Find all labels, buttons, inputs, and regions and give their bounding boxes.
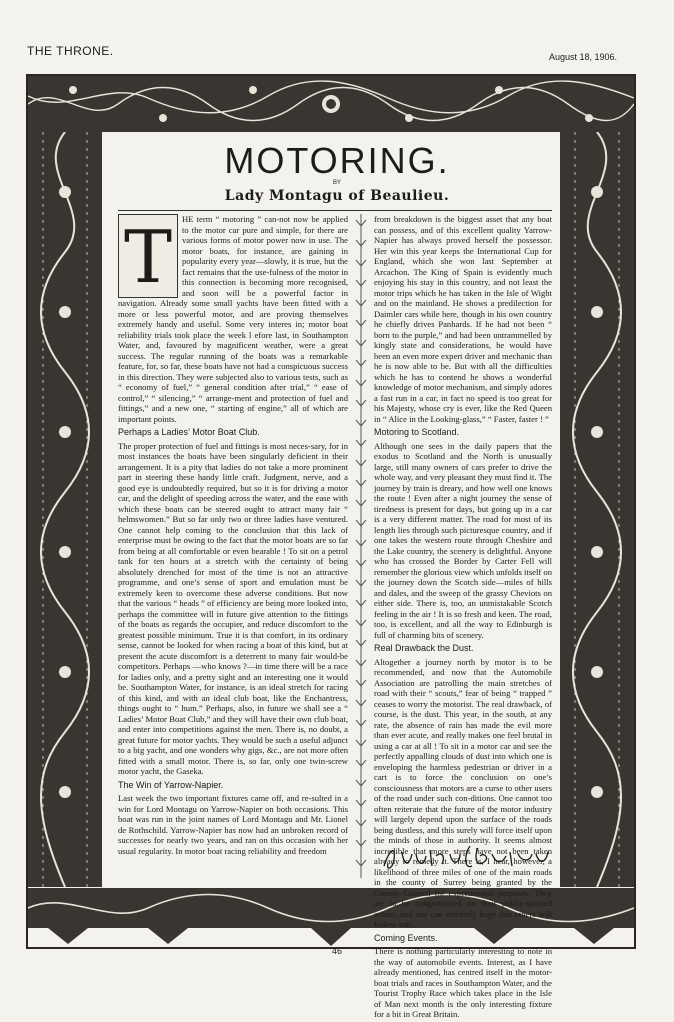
left-ornament-band [28,132,102,887]
masthead [27,44,647,60]
author-name: Lady Montagu of Beaulieu. [224,188,450,204]
right-ornament-band [560,132,634,887]
title-rule [118,210,552,211]
heading-yarrow-napier: The Win of Yarrow-Napier. [118,779,224,790]
drop-cap: T [118,214,178,298]
author-signature [380,840,550,874]
intro-paragraph: HE term “ motoring ” can-not now be applied to the motor car pure and simple, for there are various forms of motor power now in use. The motor boats, for instance, are gaining in popularity every year—slowly, it is true, but the fact remains that the use-fulness of the motor in this connection is becoming more recognised, and soon will be a powerful factor in navigation. Already some small yachts have been fitted with a more or less powerful motor, and are proving themselves extremely handy and useful. Some very interes in; motor boat reliability trials took place the week l efore last, in Southampton Water, and, favoured by magnificent weather, were a great success. The regular running of the boats was a remarkable feature, for, so far, these boats have not had a conspicuous success in this direction. They were subjected also to various tests, such as “ economy of fuel,” “ general condition after trial,” “ ease of control,” “ silencing,” “ arrange-ment and protection of fuel and fittings,” and a new one, “ starting of engine,” all of which are important points. [118,214,348,424]
right-column [374,214,552,1022]
column-divider-ornament [354,214,368,878]
dust-paragraph: Altogether a journey north by motor is to be recommended, and now that the Automobile Association are patrolling the main stretches of road with their “ scouts,” fear of being “ trapped ” ceases to worry the motorist. The real drawback, of course, is the dust. This year, in the south, at any rate, the absence of rain has made the evil more than ever acute, and really makes one feel brutal in using a car at all ! To sit in a motor car and see the perfectly appalling clouds of dust into which one is enveloping the harmless pedestrian or driver in a cart is to force the conclusion on one’s consciousness that motors are a curse to other users of the road under such con-ditions. One cannot too often reiterate that the future of the motor industry will largely depend upon the surface of the roads being dustless, and this surely will force itself upon the minds of those in authority. It seems almost incredible that more steps have not been taken already to remedy it. There is, I hear, however, a likelihood of three miles of one of the main roads in the county of Surrey being granted by the County Council for experimental purposes. They are to be congratulated on their public-spirited action, and one can sincerely hope that others will follow suit. [374,656,552,929]
heading-ladies-club: Perhaps a Ladies’ Motor Boat Club. [118,427,260,437]
scotland-paragraph: Although one sees in the daily papers that the exodus to Scotland and the North is unusually large, still many owners of cars prefer to drive the whole way, and very pleasant they must find it. The journey by train is dreary, and how well one knows the route ! Even after a night journey the sense of tiredness is present for days, but going up in a car is a very different matter. The road for most of its length lies through such picturesque country, and if one takes the western route through Cheshire and the Lake country, the scenery is delightful. Anyone who has crossed the Border by Carter Fell will remember the glorious view which unfolds itself on the journey down the Scotch side—miles of hills and dales, and the sweep of the grassy Cheviots on either side. There is, too, an unmistakable Scotch feeling in the air ! It is so fresh and keen. The road, too, is excellent, and all the way to Edinburgh is full of charming bits of scenery. [374,440,552,640]
heading-dust: Real Drawback the Dust. [374,643,474,653]
kingspain-paragraph: from breakdown is the biggest asset that any boat can possess, and of this excellent quality Yarrow-Napier has always proved herself the possessor. Her win this year keeps the International Cup for England, which she won last September at Arcachon. The King of Spain is evidently much enjoying his stay in this country, and not least the motor trips which he has taken in the Isle of Wight and on the mainland. He shows a predilection for Daimler cars while here, though in his own country he chiefly drives Panhards. If he had not been “ born to the purple,” and had been untrammelled by kingly state and considerations, he would have been an even more expert driver and mechanic than he is now able to be. But with all the difficulties which he has to contend he shows a wonderful knowledge of motor mechanism, and simply adores a fast run in a car, in fact no speed is too great for his Majesty, whose cry is ever, like the Red Queen in “ Alice in the Looking-glass,” “ Faster, faster ! ” [374,214,552,424]
article-title: MOTORING. [224,140,450,181]
left-column [118,214,348,858]
issue-date: August 18, 1906. [548,52,617,62]
page-number: 46 [331,946,342,956]
yarrow-paragraph: Last week the two important fixtures came off, and re-sulted in a win for Lord Montagu on Yarrow-Napier on both occasions. This boat was run in the joint names of Lord Montagu and Mr. Lionel de Rothschild. Yarrow-Napier has now had an unbroken record of successes for nearly two years, and ran on this occasion with her usual regularity. In motor boat racing reliability and freedom [118,793,348,856]
ladies-paragraph: The proper protection of fuel and fittings is most neces-sary, for in most instances the boats have been singularly deficient in their arrangement. It is a pity that ladies do not take a more prominent part in steering these handy little craft. Judgment, nerve, and a good eye is undoubtedly required, but so it is for driving a motor car, and the delight of speeding across the water, and the ease with which these boats can be steered ought to attract many fair “ helmswomen.” But so far only two or three ladies have ventured. One cannot help coming to the conclusion that this lack of enterprise must be owing to the fact that the motor boats are so far from being at all comfortable or even bearable ! To sit on a petrol tank for ten hours at a stretch with the certainty of being absolutely drenched for most of the time is not an attractive programme, and one’s sense of sport and emulation must be extremely keen to overcome these adverse conditions. But now that the various “ heads ” of efficiency are being more looked into, perhaps the committee will in future give attention to the fittings of the boats as regards the occupier, and reduce discomfort to the greatest possible minimum. True it is that comfort, in its ordinary sense, cannot be looked for when racing a boat of this kind, but at present the acute discomfort is a deterrent to many fair would-be competitors. Perhaps —who knows ?—in time there will be a race for ladies only, and a pretty sight and an interesting one it would be. Southampton Water, for instance, is an ideal stretch for racing of this kind, and with an ideal club boat, like the Enchantress, things ought to “ hum.” Perhaps, also, in future we shall see a “ Ladies’ Motor Boat Club,” and they will have their own club boat, and enter into competitions against the men. There is, no doubt, a great future for motor yachts. They would be such a useful adjunct to a big yacht, and one wonders why gigs, &c., are not more often fitted with a small motor. There is, so far, only one twin-screw motor yacht, the Gaseka. [118,440,348,776]
events-paragraph: There is nothing particularly interesting to note in the way of automobile events. Interest, as I have already mentioned, has centred itself in the motor-boat trials and races in Southampton Water, and the Tourist Trophy Race which takes place in the Isle of Man next month is the only interesting fixture for a bit in Great Britain. [374,946,552,1019]
byline-by: BY [332,180,341,186]
publication-title: THE THRONE. [27,44,114,58]
heading-coming-events: Coming Events. [374,932,438,943]
heading-scotland: Motoring to Scotland. [374,427,460,437]
top-ornament-band [28,76,634,132]
